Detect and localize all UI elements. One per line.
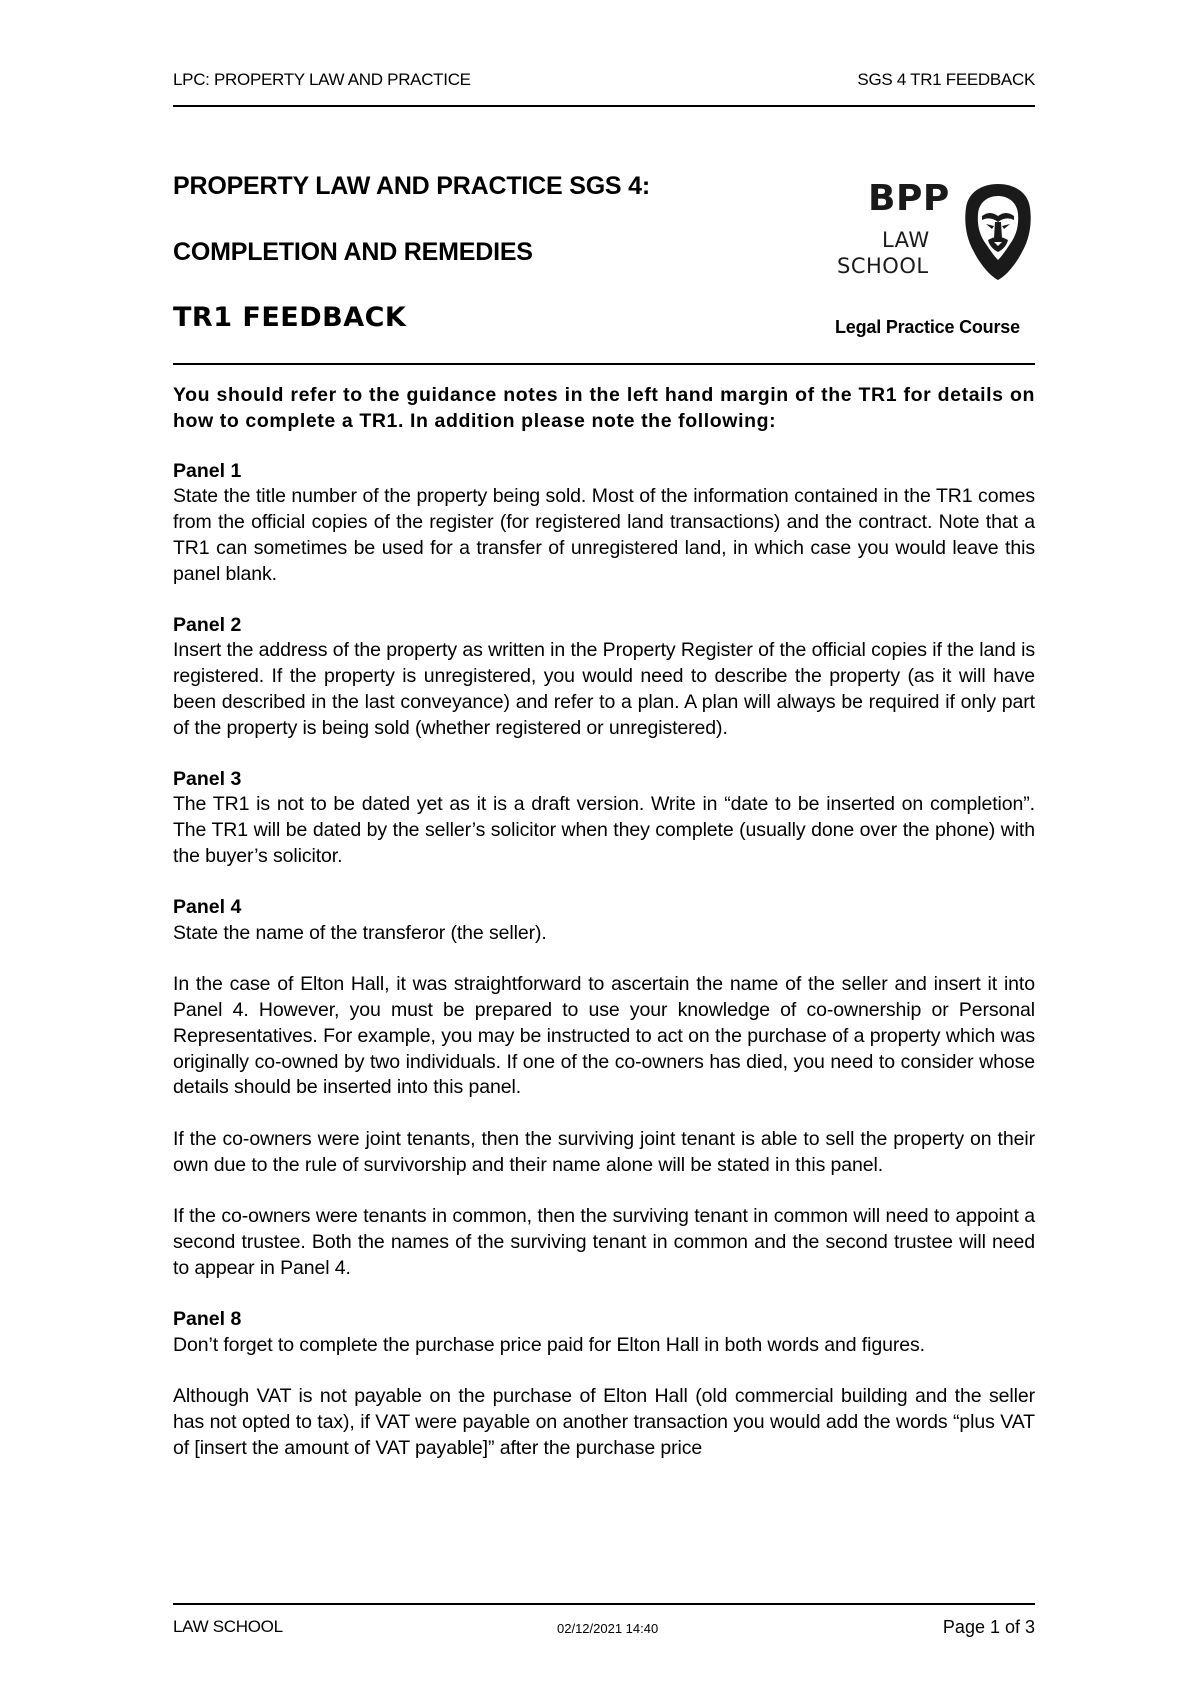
intro-paragraph: You should refer to the guidance notes in the left hand margin of the TR1 for details on how to complete a TR1. In addition please note the following: <box>173 384 1035 432</box>
page-number: Page 1 of 3 <box>942 1617 1035 1637</box>
panel-heading: Panel 2 <box>173 613 242 636</box>
panel-section <box>173 459 1035 588</box>
document-section-title: TR1 FEEDBACK <box>173 302 407 333</box>
document-subtitle: COMPLETION AND REMEDIES <box>173 238 533 266</box>
header-document-code: SGS 4 TR1 FEEDBACK <box>857 70 1035 89</box>
lion-head-icon <box>962 182 1034 282</box>
header-course-title: LPC: PROPERTY LAW AND PRACTICE <box>173 70 471 89</box>
panel-heading: Panel 8 <box>173 1307 242 1330</box>
panel-section <box>173 613 1035 742</box>
title-divider <box>173 363 1035 365</box>
panel-paragraph: In the case of Elton Hall, it was straightforward to ascertain the name of the seller and insert it into Panel 4. However, you must be prepared to use your knowledge of co-ownership or Personal Representatives. For example, you may be instructed to act on the purchase of a property which was originally co-owned by two individuals. If one of the co-owners has died, you need to consider whose details should be inserted into this panel. <box>173 973 1035 1099</box>
panel-section <box>173 767 1035 870</box>
header-divider <box>173 105 1035 107</box>
running-footer <box>173 1617 1035 1641</box>
panel-paragraph: Insert the address of the property as written in the Property Register of the official copies if the land is registered. If the property is unregistered, you would need to describe the property (as it will have been described in the last conveyance) and refer to a plan. A plan will always be required if only part of the property is being sold (whether registered or unregistered). <box>173 639 1035 739</box>
logo-law-text: LAW <box>882 228 930 252</box>
document-body <box>173 383 1035 1486</box>
logo-bpp-text: BPP <box>868 178 950 219</box>
course-label: Legal Practice Course <box>835 317 1020 337</box>
footer-divider <box>173 1603 1035 1605</box>
panel-paragraph: If the co-owners were tenants in common, then the surviving tenant in common will need to appoint a second trustee. Both the names of the surviving tenant in common and the second trustee will need to appear in Panel 4. <box>173 1205 1035 1279</box>
panel-paragraph: Don’t forget to complete the purchase price paid for Elton Hall in both words and figures. <box>173 1333 925 1356</box>
panel-heading: Panel 4 <box>173 895 242 918</box>
footer-timestamp: 02/12/2021 14:40 <box>557 1621 659 1636</box>
running-header <box>173 70 1035 94</box>
bpp-law-school-logo <box>836 178 1036 288</box>
panel-paragraph: State the title number of the property being sold. Most of the information contained in the TR1 comes from the official copies of the register (for registered land transactions) and the contract. Note that a TR1 can sometimes be used for a transfer of unregistered land, in which case you would leave this panel blank. <box>173 485 1035 585</box>
panel-section <box>173 895 1035 1282</box>
panel-paragraph: State the name of the transferor (the seller). <box>173 921 547 944</box>
panel-heading: Panel 1 <box>173 459 242 482</box>
footer-organisation: LAW SCHOOL <box>173 1617 283 1636</box>
document-title: PROPERTY LAW AND PRACTICE SGS 4: <box>173 172 650 200</box>
panel-paragraph: If the co-owners were joint tenants, then the surviving joint tenant is able to sell the property on their own due to the rule of survivorship and their name alone will be stated in this panel. <box>173 1127 1035 1176</box>
panel-section <box>173 1307 1035 1462</box>
panel-heading: Panel 3 <box>173 767 242 790</box>
logo-school-text: SCHOOL <box>837 254 929 278</box>
panel-paragraph: The TR1 is not to be dated yet as it is a draft version. Write in “date to be inserted on completion”. The TR1 will be dated by the seller’s solicitor when they complete (usually done over the phone) with the buyer’s solicitor. <box>173 793 1035 867</box>
panel-paragraph: Although VAT is not payable on the purchase of Elton Hall (old commercial building and the seller has not opted to tax), if VAT were payable on another transaction you would add the words “plus VAT of [insert the amount of VAT payable]” after the purchase price <box>173 1385 1035 1459</box>
